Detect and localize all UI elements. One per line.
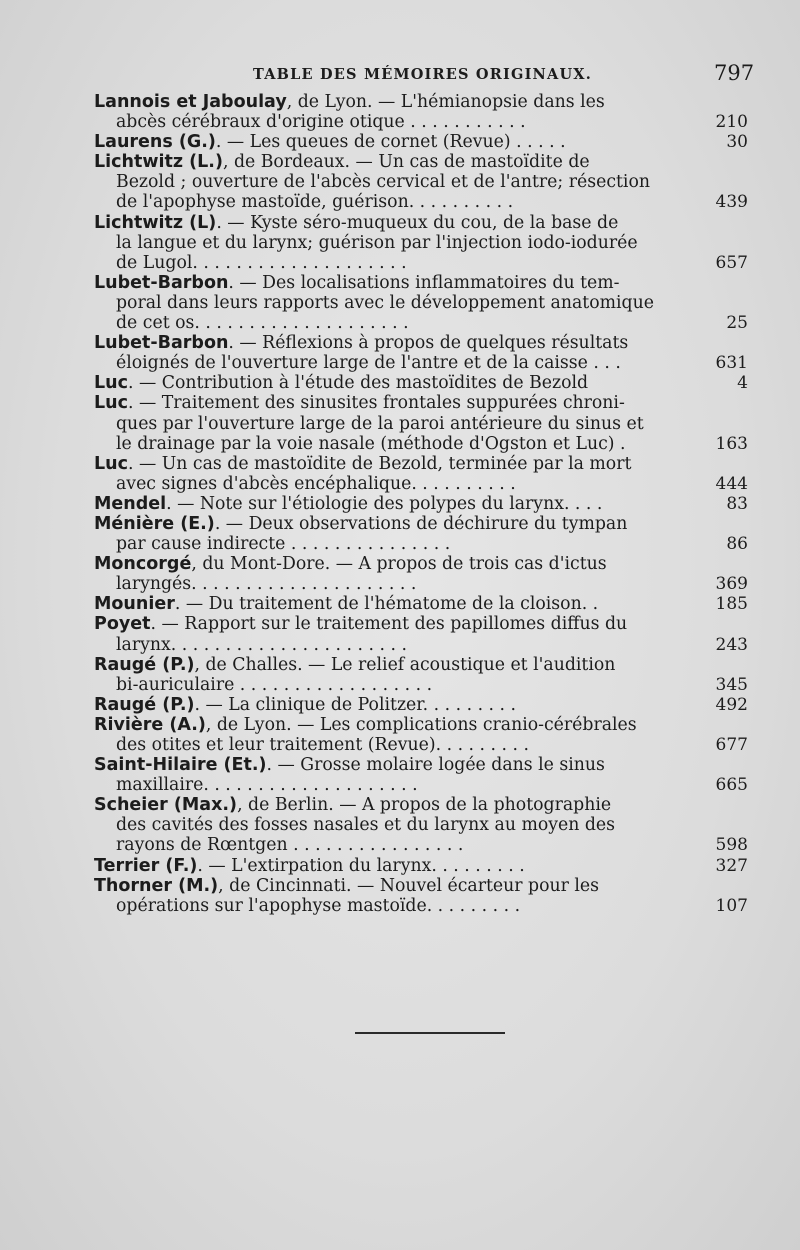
entry-page-ref: 492 [715,694,748,715]
entry-author: Scheier (Max.) [94,795,238,816]
entry-title-start: , de Lyon. — Les complications cranio-cérébrales [205,714,637,735]
entry-continuation-line: abcès cérébraux d'origine otique . . . . . . . . . . . [116,112,526,133]
entry-author: Luc [94,373,128,394]
entry-title-start: . — Deux observations de déchirure du tympan [214,513,628,534]
entry-page-ref: 345 [715,674,748,695]
entry-first-line [94,494,674,514]
entry-title-start: . — L'extirpation du larynx. . . . . . . . . [197,855,525,876]
entry-author: Luc [94,453,128,474]
entry-continuation-line: des cavités des fosses nasales et du larynx au moyen des [116,815,616,836]
entry-continuation-line: la langue et du larynx; guérison par l'injection iodo-iodurée [116,232,638,253]
entry-author: Lubet-Barbon [94,333,229,354]
entry-title-start: . — Grosse molaire logée dans le sinus [266,755,605,776]
entry-title-start: . — Réflexions à propos de quelques résultats [228,333,629,354]
entry-author: Lubet-Barbon [94,272,229,293]
entry-author: Rivière (A.) [94,714,206,735]
entry-first-line [94,373,674,393]
index-entry [94,213,754,273]
entry-author: Luc [94,393,128,414]
entry-page-ref: 439 [715,192,748,213]
index-entry [94,795,754,855]
entry-title-start: . — Des localisations inflammatoires du tem- [228,272,620,293]
entry-title-start: . — Kyste séro-muqueux du cou, de la base de [216,212,619,233]
closing-rule [355,1032,505,1034]
entry-page-ref: 25 [726,313,748,334]
entry-title-start: , de Challes. — Le relief acoustique et l'audition [194,654,616,675]
entry-continuation-line: bi-auriculaire . . . . . . . . . . . . . . . . . . [116,674,433,695]
entry-first-line [94,454,674,474]
entry-continuation-line: éloignés de l'ouverture large de l'antre et de la caisse . . . [116,353,621,374]
entry-page-ref: 210 [715,112,748,133]
entry-title-start: . — Rapport sur le traitement des papillomes diffus du [150,614,628,635]
entry-page-ref: 4 [737,373,748,394]
entry-continuation-line: maxillaire. . . . . . . . . . . . . . . . . . . . [116,775,418,796]
entry-first-line [94,554,674,574]
entry-title-start: , de Berlin. — A propos de la photographie [237,795,612,816]
entry-continuation-line: de l'apophyse mastoïde, guérison. . . . . . . . . . [116,192,514,213]
entry-author: Lichtwitz (L) [94,212,217,233]
index-entry [94,594,754,614]
index-entry [94,494,754,514]
entry-page-ref: 83 [726,493,748,514]
index-entry [94,715,754,755]
index-entry [94,454,754,494]
entry-title-start: . — Contribution à l'étude des mastoïdites de Bezold [127,373,589,394]
entry-page-ref: 657 [715,252,748,273]
index-entry [94,856,754,876]
entry-author: Raugé (P.) [94,654,195,675]
entry-author: Laurens (G.) [94,132,216,153]
index-entry [94,92,754,132]
entry-author: Thorner (M.) [94,875,219,896]
entry-author: Raugé (P.) [94,694,195,715]
entry-first-line [94,755,674,775]
entry-author: Mounier [94,594,175,615]
entry-author: Ménière (E.) [94,513,215,534]
page-number: 797 [714,61,755,85]
running-title: TABLE DES MÉMOIRES ORIGINAUX. [253,66,593,83]
entry-title-start: . — La clinique de Politzer. . . . . . . . . [194,694,517,715]
entry-first-line [94,876,674,896]
entry-title-start: , de Lyon. — L'hémianopsie dans les [286,92,605,112]
entry-first-line [94,152,674,172]
entry-title-start: . — Les queues de cornet (Revue) . . . . . [215,132,566,153]
entry-continuation-line: de cet os. . . . . . . . . . . . . . . . . . . . [116,313,409,334]
index-entry [94,273,754,333]
entry-page-ref: 30 [726,132,748,153]
page-header [0,61,800,88]
entry-title-start: , de Bordeaux. — Un cas de mastoïdite de [222,152,590,173]
index-entry [94,152,754,212]
entry-title-start: . — Note sur l'étiologie des polypes du larynx. . . . [166,493,603,514]
entry-first-line [94,213,674,233]
entry-continuation-line: ques par l'ouverture large de la paroi antérieure du sinus et [116,413,644,434]
entry-first-line [94,695,674,715]
entry-continuation-line: opérations sur l'apophyse mastoïde. . . . . . . . . [116,895,521,916]
index-entry [94,695,754,715]
entry-title-start: . — Un cas de mastoïdite de Bezold, terminée par la mort [127,453,632,474]
entry-page-ref: 327 [715,855,748,876]
entry-first-line [94,614,674,634]
entry-page-ref: 631 [715,353,748,374]
entry-author: Poyet [94,614,151,635]
entry-title-start: , de Cincinnati. — Nouvel écarteur pour les [218,875,599,896]
entry-first-line [94,795,674,815]
entry-first-line [94,92,674,112]
entry-page-ref: 444 [715,473,748,494]
entry-author: Lannois et Jaboulay [94,92,287,112]
entry-continuation-line: laryngés. . . . . . . . . . . . . . . . . . . . . [116,574,417,595]
index-entry [94,132,754,152]
entry-first-line [94,594,674,614]
entry-author: Moncorgé [94,554,192,575]
entry-continuation-line: avec signes d'abcès encéphalique. . . . . . . . . . [116,473,516,494]
index-entry [94,514,754,554]
entry-continuation-line: de Lugol. . . . . . . . . . . . . . . . . . . . [116,252,407,273]
entry-first-line [94,715,674,735]
entry-first-line [94,273,674,293]
entry-first-line [94,655,674,675]
entry-first-line [94,393,674,413]
entry-continuation-line: rayons de Rœntgen . . . . . . . . . . . . . . . . [116,835,464,856]
index-entry [94,876,754,916]
entry-page-ref: 369 [715,574,748,595]
index-entry [94,373,754,393]
entry-continuation-line: larynx. . . . . . . . . . . . . . . . . . . . . . [116,634,407,655]
entry-page-ref: 677 [715,735,748,755]
entry-title-start: . — Traitement des sinusites frontales suppurées chroni- [127,393,625,414]
entry-page-ref: 86 [726,534,748,555]
entry-page-ref: 598 [715,835,748,856]
entry-first-line [94,856,674,876]
index-entry [94,655,754,695]
entry-author: Saint-Hilaire (Et.) [94,755,267,776]
entry-page-ref: 243 [715,634,748,655]
index-entry [94,614,754,654]
entry-page-ref: 665 [715,775,748,796]
entry-first-line [94,333,674,353]
index-entry [94,755,754,795]
entry-page-ref: 163 [715,433,748,454]
index-entry [94,393,754,453]
index-entries [94,92,754,916]
entry-first-line [94,514,674,534]
index-entry [94,554,754,594]
entry-author: Terrier (F.) [94,855,198,876]
entry-page-ref: 107 [715,895,748,916]
entry-first-line [94,132,674,152]
entry-title-start: , du Mont-Dore. — A propos de trois cas d'ictus [191,554,607,575]
entry-page-ref: 185 [715,594,748,615]
entry-author: Lichtwitz (L.) [94,152,223,173]
entry-title-start: . — Du traitement de l'hématome de la cloison. . [174,594,599,615]
entry-continuation-line: poral dans leurs rapports avec le développement anatomique [116,292,654,313]
entry-continuation-line: Bezold ; ouverture de l'abcès cervical et de l'antre; résection [116,172,650,193]
entry-continuation-line: des otites et leur traitement (Revue). . . . . . . . . [116,735,529,755]
entry-continuation-line: le drainage par la voie nasale (méthode d'Ogston et Luc) . [116,433,626,454]
entry-continuation-line: par cause indirecte . . . . . . . . . . . . . . . [116,534,451,555]
index-entry [94,333,754,373]
entry-author: Mendel [94,493,167,514]
